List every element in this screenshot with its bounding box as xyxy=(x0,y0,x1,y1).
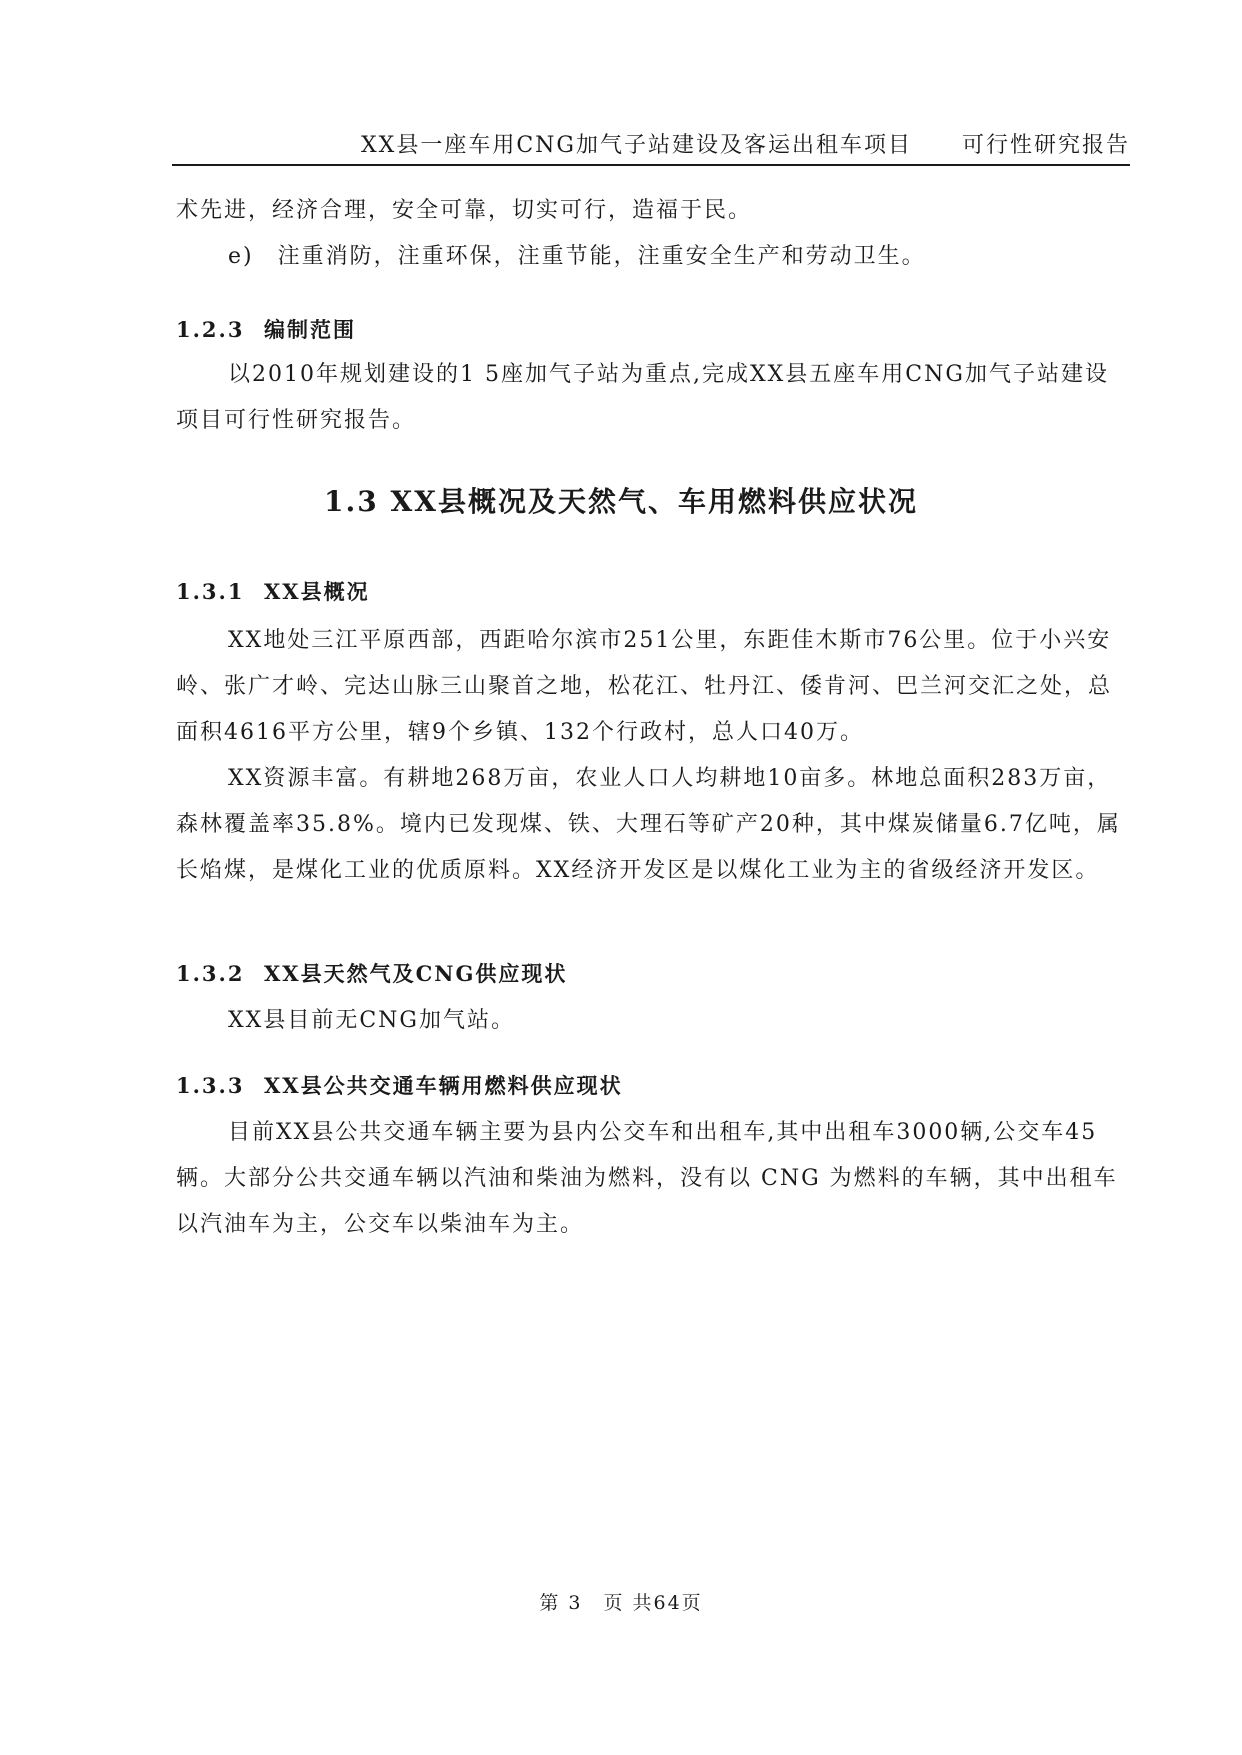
section-heading-1-3: 1.3 XX县概况及天然气、车用燃料供应状况 xyxy=(324,485,918,518)
heading-1-3-1 xyxy=(176,576,370,606)
paragraph-scope: 以2010年规划建设的1 5座加气子站为重点,完成XX县五座车用CNG加气子站建设 项目可行性研究报告。 xyxy=(176,362,1109,433)
heading-1-3-3 xyxy=(176,1070,623,1100)
running-header xyxy=(172,128,1130,166)
heading-number: 1.3.2 xyxy=(176,961,245,986)
header-report-type: 可行性研究报告 xyxy=(961,133,1130,158)
paragraph-principle-e: e) 注重消防，注重环保，注重节能，注重安全生产和劳动卫生。 xyxy=(228,244,926,269)
heading-title: XX县概况 xyxy=(264,579,370,604)
heading-1-2-3 xyxy=(176,314,356,344)
heading-number: 1.3.3 xyxy=(176,1073,245,1098)
page-number: 第 3 页 共64页 xyxy=(539,1592,703,1614)
heading-1-3-2 xyxy=(176,958,567,988)
heading-number: 1.3.1 xyxy=(176,579,245,604)
paragraph-cng-status: XX县目前无CNG加气站。 xyxy=(228,1008,515,1033)
heading-number: 1.2.3 xyxy=(176,317,245,342)
paragraph-geography: XX地处三江平原西部，西距哈尔滨市251公里，东距佳木斯市76公里。位于小兴安岭、张广才岭、完达山脉三山聚首之地，松花江、牡丹江、倭肯河、巴兰河交汇之处，总面积4616平方公里，辖9个乡镇、132个行政村，总人口40万。 xyxy=(176,628,1113,745)
heading-title: 编制范围 xyxy=(264,317,356,342)
heading-title: XX县公共交通车辆用燃料供应现状 xyxy=(264,1073,623,1098)
header-project-title: XX县一座车用CNG加气子站建设及客运出租车项目 xyxy=(361,133,912,158)
paragraph-principles-continued: 术先进，经济合理，安全可靠，切实可行，造福于民。 xyxy=(176,198,753,223)
paragraph-transport-fuel: 目前XX县公共交通车辆主要为县内公交车和出租车,其中出租车3000辆,公交车45辆。大部分公共交通车辆以汽油和柴油为燃料，没有以 CNG 为燃料的车辆，其中出租车以汽油车为主，公交车以柴油车为主。 xyxy=(176,1120,1118,1237)
heading-title: XX县天然气及CNG供应现状 xyxy=(264,961,568,986)
paragraph-resources: XX资源丰富。有耕地268万亩，农业人口人均耕地10亩多。林地总面积283万亩，森林覆盖率35.8%。境内已发现煤、铁、大理石等矿产20种，其中煤炭储量6.7亿吨，属长焰煤，是煤化工业的优质原料。XX经济开发区是以煤化工业为主的省级经济开发区。 xyxy=(176,766,1121,883)
